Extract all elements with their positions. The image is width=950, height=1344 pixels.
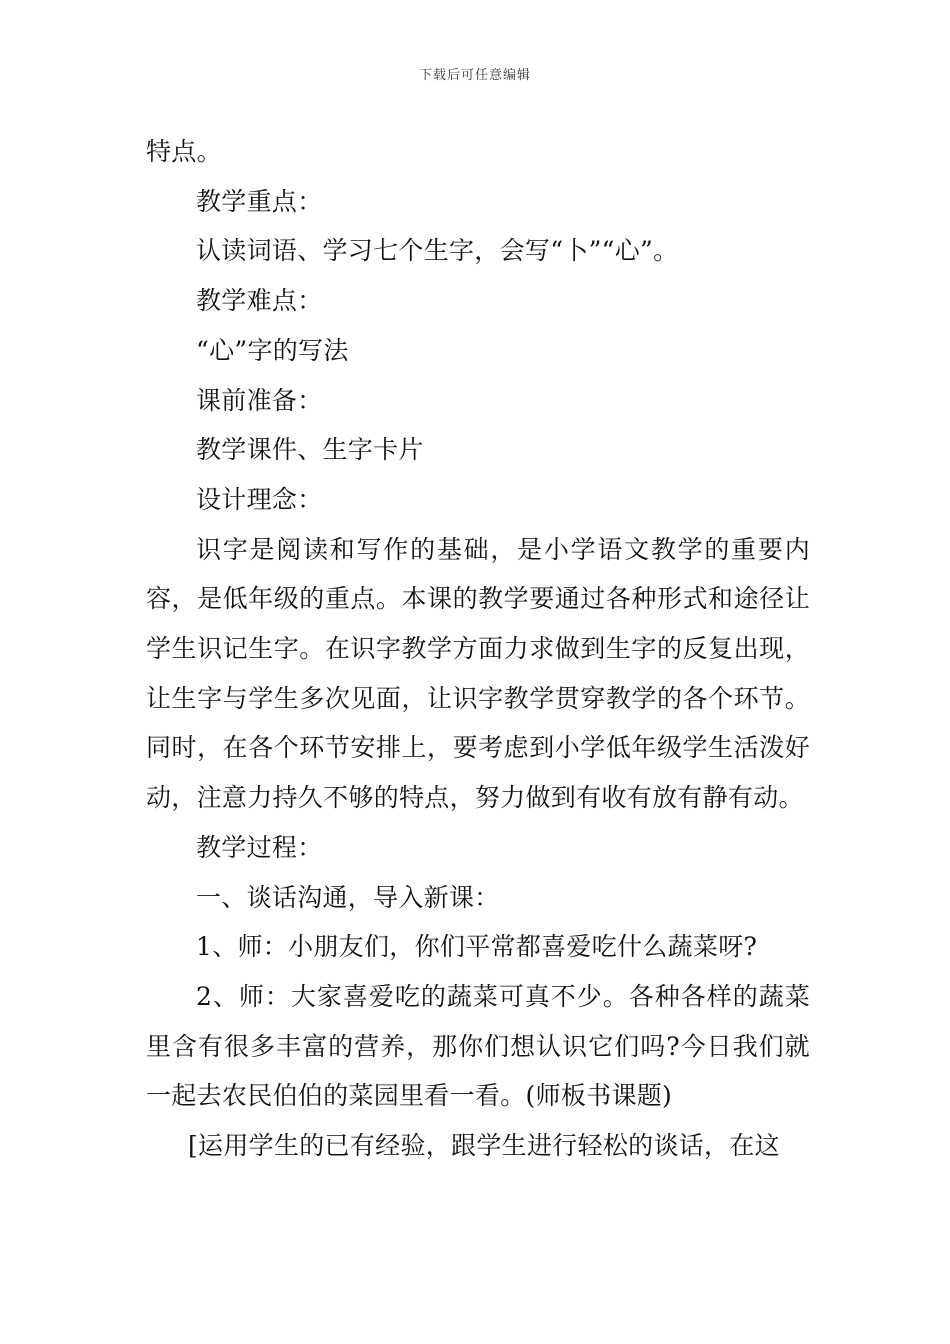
heading-teaching-focus: 教学重点： [196,186,323,216]
heading-teaching-difficulty: 教学难点： [196,286,323,316]
page-header: 下载后可任意编辑 [418,68,531,83]
heading-preparation: 课前准备： [196,385,323,415]
heading-teaching-process: 教学过程： [196,832,323,862]
paragraph-teaching-difficulty: “心”字的写法 [196,335,349,365]
paragraph-step-one-item-2: 2、师：大家喜爱吃的蔬菜可真不少。各种各样的蔬菜里含有很多丰富的营养，那你们想认识它们吗?今日我们就一起去农民伯伯的菜园里看一看。(师板书课题) [146,981,810,1111]
paragraph-teaching-focus: 认读词语、学习七个生字，会写“卜”“心”。 [196,236,679,266]
paragraph-step-one-item-1: 1、师：小朋友们，你们平常都喜爱吃什么蔬菜呀? [196,932,758,962]
heading-step-one: 一、谈话沟通，导入新课： [196,882,500,912]
paragraph-continuation: 特点。 [146,137,222,166]
paragraph-preparation: 教学课件、生字卡片 [196,435,424,465]
heading-design-concept: 设计理念： [196,484,323,514]
paragraph-design-note: [运用学生的已有经验，跟学生进行轻松的谈话，在这 [188,1131,780,1161]
document-body [146,127,810,1171]
paragraph-design-concept: 识字是阅读和写作的基础，是小学语文教学的重要内容，是低年级的重点。本课的教学要通过各种形式和途径让学生识记生字。在识字教学方面力求做到生字的反复出现，让生字与学生多次见面，让识字教学贯穿教学的各个环节。同时，在各个环节安排上，要考虑到小学低年级学生活泼好动，注意力持久不够的特点，努力做到有收有放有静有动。 [146,534,810,813]
